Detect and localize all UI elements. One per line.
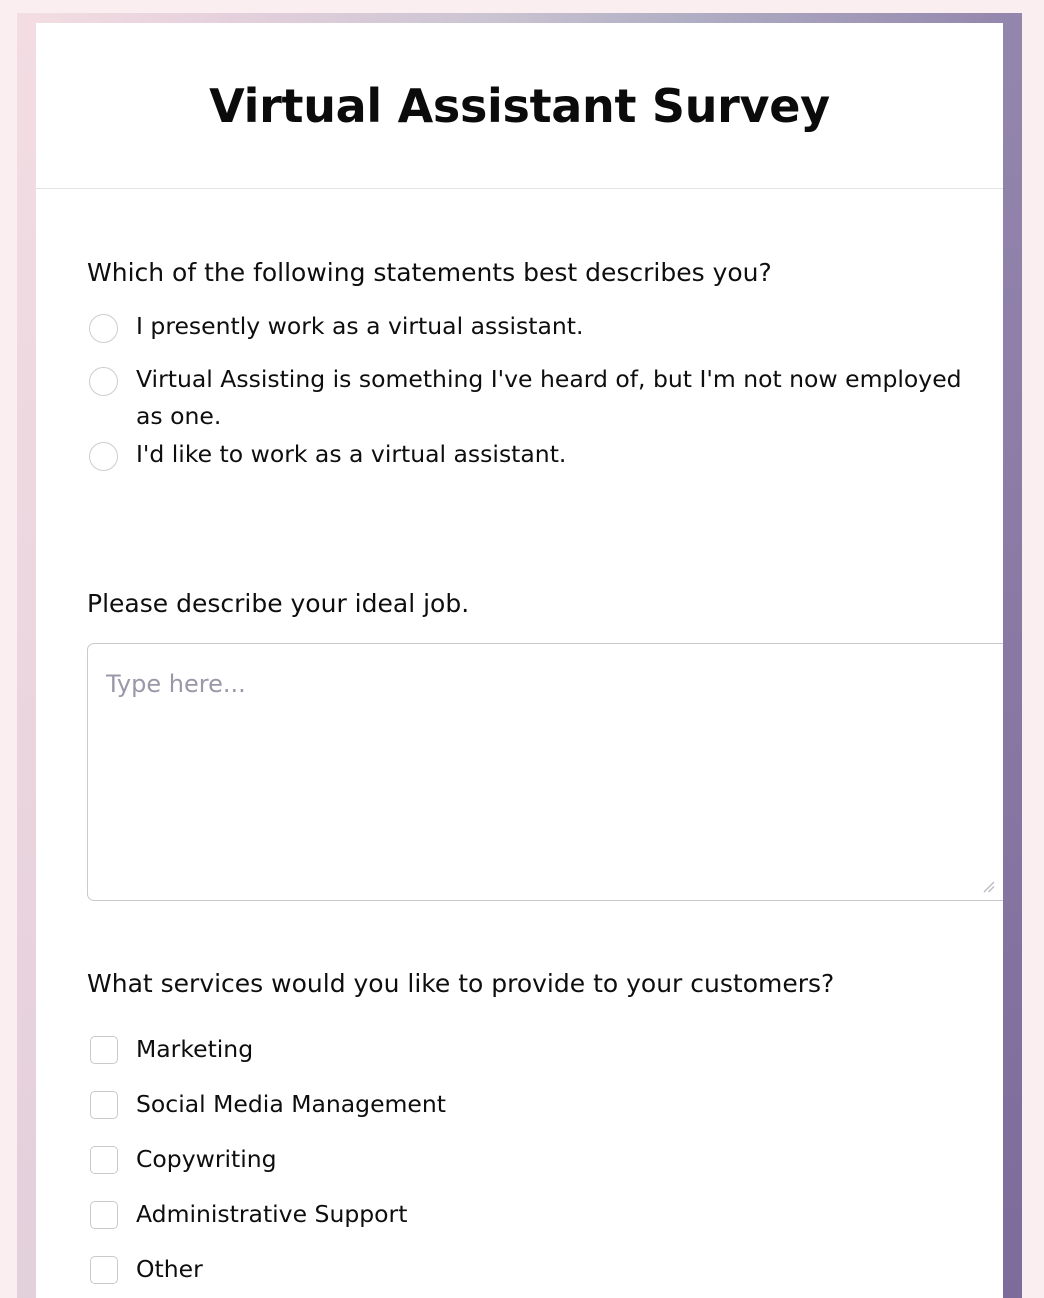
question-label-services: What services would you like to provide to your customers? [87,969,835,998]
question-label-statements: Which of the following statements best describes you? [87,258,772,287]
checkbox-option-row[interactable] [87,1187,1003,1242]
radio-option-label: I'd like to work as a virtual assistant. [136,440,567,468]
checkbox-icon[interactable] [90,1146,118,1174]
radio-button-icon[interactable] [89,367,118,396]
checkbox-option-label: Social Media Management [136,1089,446,1118]
checkbox-icon[interactable] [90,1091,118,1119]
radio-group-statements [87,308,1003,488]
survey-body [36,189,1003,1297]
ideal-job-textarea[interactable] [87,643,1010,901]
checkbox-option-row[interactable] [87,1077,1003,1132]
checkbox-icon[interactable] [90,1256,118,1284]
question-block-services [87,901,1003,1297]
radio-option-label: Virtual Assisting is something I've heard of, but I'm not now employed as one. [136,365,962,430]
survey-frame [17,13,1022,1298]
question-block-statements [87,189,1003,488]
page-title: Virtual Assistant Survey [209,79,830,133]
checkbox-option-row[interactable] [87,1132,1003,1187]
ideal-job-input-wrapper [87,643,1003,901]
radio-option-row[interactable] [87,361,1003,435]
checkbox-option-label: Other [136,1254,203,1283]
checkbox-icon[interactable] [90,1201,118,1229]
question-block-ideal-job [87,489,1003,901]
checkbox-option-label: Administrative Support [136,1199,408,1228]
survey-header [36,23,1003,189]
radio-button-icon[interactable] [89,442,118,471]
checkbox-group-services [87,1022,1003,1297]
radio-option-row[interactable] [87,308,1003,360]
radio-option-label: I presently work as a virtual assistant. [136,312,584,340]
question-label-ideal-job: Please describe your ideal job. [87,589,470,618]
checkbox-option-label: Marketing [136,1034,254,1063]
checkbox-icon[interactable] [90,1036,118,1064]
checkbox-option-row[interactable] [87,1242,1003,1297]
radio-option-row[interactable] [87,436,1003,488]
radio-button-icon[interactable] [89,314,118,343]
checkbox-option-row[interactable] [87,1022,1003,1077]
checkbox-option-label: Copywriting [136,1144,277,1173]
